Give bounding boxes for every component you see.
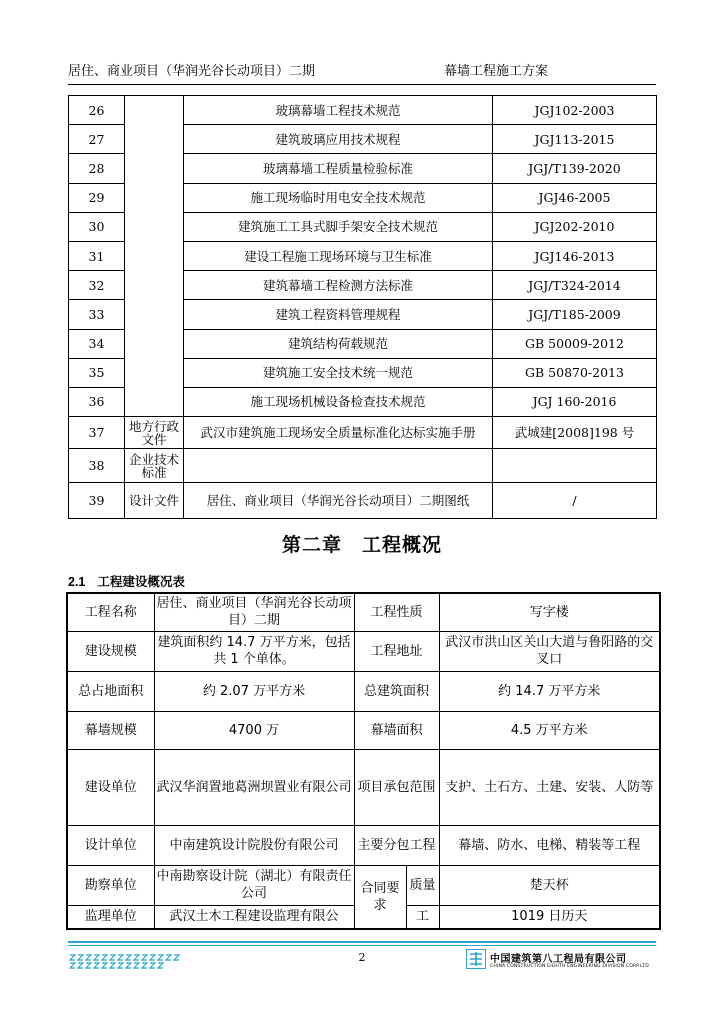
table-row (67, 671, 660, 711)
table-row (69, 417, 657, 449)
table-row (67, 825, 660, 865)
standard-code: / (493, 483, 657, 519)
label-project-name: 工程名称 (67, 593, 154, 631)
table-row (69, 449, 657, 483)
row-number: 33 (69, 300, 125, 329)
row-number: 28 (69, 154, 125, 183)
row-number: 26 (69, 96, 125, 125)
footer-line (68, 941, 656, 943)
row-number: 34 (69, 329, 125, 358)
row-number: 31 (69, 241, 125, 270)
standard-name: 建筑施工工具式脚手架安全技术规范 (184, 212, 493, 241)
standard-code: JGJ146-2013 (493, 241, 657, 270)
label-scope: 项目承包范围 (354, 749, 439, 825)
standards-table (68, 95, 657, 519)
table-row (69, 96, 657, 125)
standard-code: JGJ202-2010 (493, 212, 657, 241)
label-subcontract: 主要分包工程 (354, 825, 439, 865)
standard-code: 武城建[2008]198 号 (493, 417, 657, 449)
page-number: 2 (358, 951, 366, 964)
table-row (67, 749, 660, 825)
standard-name: 居住、商业项目（华润光谷长动项目）二期图纸 (184, 483, 493, 519)
category-cell: 设计文件 (125, 483, 184, 519)
standard-name (184, 449, 493, 483)
standard-name: 建筑施工安全技术统一规范 (184, 358, 493, 387)
row-number: 39 (69, 483, 125, 519)
value-scale: 建筑面积约 14.7 万平方米，包括共 1 个单体。 (154, 631, 354, 671)
value-scope: 支护、土石方、土建、安装、人防等 (439, 749, 660, 825)
category-cell: 地方行政文件 (125, 417, 184, 449)
table-row (67, 711, 660, 749)
standard-code (493, 449, 657, 483)
value-designer: 中南建筑设计院股份有限公司 (154, 825, 354, 865)
standard-code: JGJ113-2015 (493, 125, 657, 154)
row-number: 29 (69, 183, 125, 212)
value-land-area: 约 2.07 万平方米 (154, 671, 354, 711)
value-survey: 中南勘察设计院（湖北）有限责任公司 (154, 865, 354, 905)
label-supervisor: 监理单位 (67, 905, 154, 929)
standard-code: JGJ46-2005 (493, 183, 657, 212)
row-number: 35 (69, 358, 125, 387)
standard-name: 施工现场机械设备检查技术规范 (184, 387, 493, 416)
value-project-name: 居住、商业项目（华润光谷长动项目）二期 (154, 593, 354, 631)
standard-code: JGJ/T324-2014 (493, 271, 657, 300)
label-survey: 勘察单位 (67, 865, 154, 905)
label-curtain-area: 幕墙面积 (354, 711, 439, 749)
value-subcontract: 幕墙、防水、电梯、精装等工程 (439, 825, 660, 865)
header-divider (68, 84, 656, 85)
table-row (67, 593, 660, 631)
category-cell: 企业技术标准 (125, 449, 184, 483)
value-supervisor: 武汉土木工程建设监理有限公 (154, 905, 354, 929)
standard-code: JGJ102-2003 (493, 96, 657, 125)
section-number: 2.1 (68, 575, 86, 589)
row-number: 37 (69, 417, 125, 449)
label-land-area: 总占地面积 (67, 671, 154, 711)
row-number: 30 (69, 212, 125, 241)
standard-name: 建筑工程资料管理规程 (184, 300, 493, 329)
section-title: 工程建设概况表 (97, 574, 185, 589)
label-address: 工程地址 (354, 631, 439, 671)
value-nature: 写字楼 (439, 593, 660, 631)
standard-name: 武汉市建筑施工现场安全质量标准化达标实施手册 (184, 417, 493, 449)
label-curtain-scale: 幕墙规模 (67, 711, 154, 749)
standard-name: 建筑结构荷载规范 (184, 329, 493, 358)
header-doc-title: 幕墙工程施工方案 (444, 64, 549, 79)
standard-code: GB 50870-2013 (493, 358, 657, 387)
value-owner: 武汉华润置地葛洲坝置业有限公司 (154, 749, 354, 825)
label-nature: 工程性质 (354, 593, 439, 631)
category-cell-empty (125, 96, 184, 417)
table-row (67, 631, 660, 671)
footer-line-thin (68, 945, 656, 946)
standard-name: 建筑幕墙工程检测方法标准 (184, 271, 493, 300)
standard-code: JGJ 160-2016 (493, 387, 657, 416)
label-owner: 建设单位 (67, 749, 154, 825)
table-row (67, 865, 660, 905)
chapter-title: 第二章 工程概况 (281, 534, 442, 556)
label-designer: 设计单位 (67, 825, 154, 865)
label-scale: 建设规模 (67, 631, 154, 671)
table-row (69, 483, 657, 519)
label-contract: 合同要求 (354, 865, 406, 929)
standard-name: 玻璃幕墙工程技术规范 (184, 96, 493, 125)
value-curtain-scale: 4700 万 (154, 711, 354, 749)
standard-name: 建设工程施工现场环境与卫生标准 (184, 241, 493, 270)
standard-name: 玻璃幕墙工程质量检验标准 (184, 154, 493, 183)
overview-table (66, 592, 661, 930)
row-number: 38 (69, 449, 125, 483)
value-quality: 楚天杯 (439, 865, 660, 905)
standard-name: 施工现场临时用电安全技术规范 (184, 183, 493, 212)
label-building-area: 总建筑面积 (354, 671, 439, 711)
value-period: 1019 日历天 (439, 905, 660, 929)
standard-code: JGJ/T139-2020 (493, 154, 657, 183)
value-address: 武汉市洪山区关山大道与鲁阳路的交叉口 (439, 631, 660, 671)
standard-code: JGJ/T185-2009 (493, 300, 657, 329)
company-name-cn: 中国建筑第八工程局有限公司 (490, 954, 627, 965)
row-number: 32 (69, 271, 125, 300)
row-number: 27 (69, 125, 125, 154)
standard-code: GB 50009-2012 (493, 329, 657, 358)
header-project-title: 居住、商业项目（华润光谷长动项目）二期 (68, 64, 316, 79)
company-name-en: CHINA CONSTRUCTION EIGHTH ENGINEERING DIVISION CORP.LTD (490, 964, 649, 969)
label-period: 工 (406, 905, 439, 929)
label-quality: 质量 (406, 865, 439, 905)
value-building-area: 约 14.7 万平方米 (439, 671, 660, 711)
company-logo-icon (466, 949, 486, 969)
row-number: 36 (69, 387, 125, 416)
section-heading (68, 572, 185, 590)
standard-name: 建筑玻璃应用技术规程 (184, 125, 493, 154)
value-curtain-area: 4.5 万平方米 (439, 711, 660, 749)
